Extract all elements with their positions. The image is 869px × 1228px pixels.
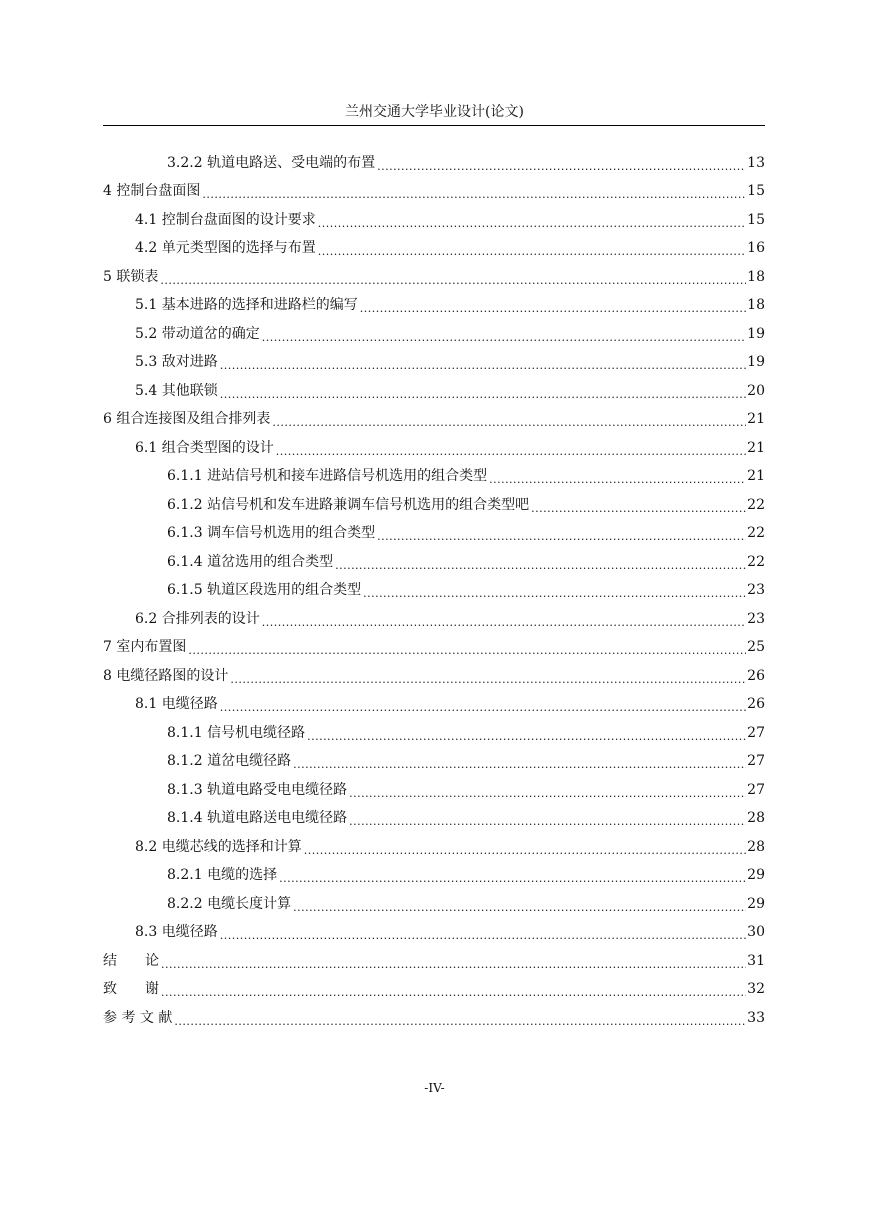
toc-entry-title: 6.1.2 站信号机和发车进路兼调车信号机选用的组合类型吧 xyxy=(167,496,530,513)
toc-entry-page: 19 xyxy=(747,325,765,342)
toc-entry[interactable] xyxy=(103,915,765,944)
toc-entry-title: 4.1 控制台盘面图的设计要求 xyxy=(135,211,316,228)
toc-entry[interactable] xyxy=(103,658,765,687)
toc-entry[interactable] xyxy=(103,772,765,801)
toc-entry[interactable] xyxy=(103,402,765,431)
toc-entry[interactable] xyxy=(103,516,765,545)
toc-entry[interactable] xyxy=(103,1000,765,1029)
toc-entry[interactable] xyxy=(103,145,765,174)
toc-dot-leader xyxy=(304,840,746,858)
toc-entry-title: 6.1.4 道岔选用的组合类型 xyxy=(167,553,334,570)
toc-entry[interactable] xyxy=(103,972,765,1001)
toc-entry-title: 6.2 合排列表的设计 xyxy=(135,610,260,627)
toc-entry-title: 8.1 电缆径路 xyxy=(135,696,218,712)
toc-entry-page: 26 xyxy=(747,696,765,712)
toc-entry-page: 13 xyxy=(747,154,765,171)
toc-entry-page: 16 xyxy=(747,240,765,256)
toc-entry-page: 22 xyxy=(747,525,765,541)
toc-entry[interactable] xyxy=(103,943,765,972)
toc-dot-leader xyxy=(188,640,746,658)
toc-dot-leader xyxy=(335,555,746,573)
toc-dot-leader xyxy=(262,612,746,630)
toc-entry[interactable] xyxy=(103,801,765,830)
toc-entry-title: 5.3 敌对进路 xyxy=(135,354,218,370)
toc-dot-leader xyxy=(161,982,746,1000)
toc-dot-leader xyxy=(360,298,746,316)
toc-entry-page: 21 xyxy=(747,439,765,456)
toc-entry[interactable] xyxy=(103,288,765,317)
toc-entry-title: 结 论 xyxy=(103,952,159,969)
toc-entry-title: 5 联锁表 xyxy=(103,268,159,285)
toc-entry-page: 26 xyxy=(747,667,765,684)
toc-entry-title: 8.3 电缆径路 xyxy=(135,924,218,940)
toc-entry[interactable] xyxy=(103,231,765,260)
toc-entry[interactable] xyxy=(103,174,765,203)
toc-entry[interactable] xyxy=(103,259,765,288)
toc-entry-title: 8.1.3 轨道电路受电电缆径路 xyxy=(167,781,348,798)
toc-entry-title: 6.1 组合类型图的设计 xyxy=(135,439,274,456)
toc-dot-leader xyxy=(489,469,746,487)
toc-entry[interactable] xyxy=(103,202,765,231)
page-header-title: 兰州交通大学毕业设计(论文) xyxy=(345,104,524,120)
toc-dot-leader xyxy=(531,498,746,516)
toc-entry-title: 4.2 单元类型图的选择与布置 xyxy=(135,240,316,256)
toc-entry-title: 7 室内布置图 xyxy=(103,639,187,655)
toc-entry-page: 27 xyxy=(747,724,765,741)
toc-dot-leader xyxy=(318,241,746,259)
toc-entry-page: 28 xyxy=(747,838,765,855)
toc-entry[interactable] xyxy=(103,829,765,858)
toc-entry-page: 22 xyxy=(747,553,765,570)
toc-entry-title: 8.2.1 电缆的选择 xyxy=(167,867,278,883)
toc-dot-leader xyxy=(377,156,746,174)
toc-entry-title: 参 考 文 献 xyxy=(103,1009,173,1026)
toc-entry-title: 6 组合连接图及组合排列表 xyxy=(103,411,271,427)
toc-dot-leader xyxy=(377,526,746,544)
toc-dot-leader xyxy=(220,697,746,715)
toc-entry-page: 25 xyxy=(747,639,765,655)
toc-entry-page: 33 xyxy=(747,1009,765,1026)
toc-entry-page: 29 xyxy=(747,867,765,883)
toc-entry-page: 15 xyxy=(747,211,765,228)
toc-dot-leader xyxy=(220,925,746,943)
toc-entry-title: 4 控制台盘面图 xyxy=(103,183,201,199)
toc-entry-title: 8.2.2 电缆长度计算 xyxy=(167,895,292,912)
toc-entry-page: 22 xyxy=(747,496,765,513)
toc-entry[interactable] xyxy=(103,544,765,573)
toc-dot-leader xyxy=(262,327,746,345)
toc-dot-leader xyxy=(318,213,746,231)
toc-entry-title: 8.1.4 轨道电路送电电缆径路 xyxy=(167,810,348,826)
table-of-contents xyxy=(103,145,765,1029)
toc-entry[interactable] xyxy=(103,886,765,915)
toc-entry-title: 6.1.5 轨道区段选用的组合类型 xyxy=(167,582,362,598)
toc-dot-leader xyxy=(160,270,746,288)
page-number: -IV- xyxy=(424,1081,445,1095)
toc-dot-leader xyxy=(349,783,746,801)
toc-entry[interactable] xyxy=(103,687,765,716)
toc-entry-page: 21 xyxy=(747,411,765,427)
toc-entry[interactable] xyxy=(103,858,765,887)
toc-dot-leader xyxy=(293,754,746,772)
toc-entry[interactable] xyxy=(103,744,765,773)
toc-dot-leader xyxy=(276,441,746,459)
toc-entry-page: 28 xyxy=(747,810,765,826)
toc-dot-leader xyxy=(363,583,746,601)
toc-entry[interactable] xyxy=(103,345,765,374)
toc-entry-title: 5.2 带动道岔的确定 xyxy=(135,325,260,342)
toc-entry-title: 6.1.3 调车信号机选用的组合类型 xyxy=(167,525,376,541)
toc-entry-page: 20 xyxy=(747,382,765,399)
toc-dot-leader xyxy=(202,184,746,202)
toc-entry-title: 8.2 电缆芯线的选择和计算 xyxy=(135,838,302,855)
toc-entry-title: 5.1 基本进路的选择和进路栏的编写 xyxy=(135,297,358,313)
toc-entry-page: 27 xyxy=(747,753,765,769)
toc-entry-page: 23 xyxy=(747,582,765,598)
toc-entry-title: 3.2.2 轨道电路送、受电端的布置 xyxy=(167,154,376,171)
toc-entry[interactable] xyxy=(103,430,765,459)
toc-entry[interactable] xyxy=(103,459,765,488)
toc-entry-page: 21 xyxy=(747,468,765,484)
toc-entry-page: 30 xyxy=(747,924,765,940)
toc-entry[interactable] xyxy=(103,373,765,402)
toc-entry[interactable] xyxy=(103,573,765,602)
toc-entry-title: 8.1.2 道岔电缆径路 xyxy=(167,753,292,769)
toc-entry-page: 18 xyxy=(747,297,765,313)
toc-entry-page: 19 xyxy=(747,354,765,370)
toc-dot-leader xyxy=(174,1011,746,1029)
header-divider xyxy=(103,125,765,126)
toc-entry-page: 29 xyxy=(747,895,765,912)
toc-entry-page: 31 xyxy=(747,952,765,969)
toc-entry[interactable] xyxy=(103,487,765,516)
toc-entry-page: 32 xyxy=(747,981,765,997)
toc-entry-title: 8.1.1 信号机电缆径路 xyxy=(167,724,306,741)
toc-entry[interactable] xyxy=(103,630,765,659)
toc-dot-leader xyxy=(293,897,746,915)
toc-entry[interactable] xyxy=(103,601,765,630)
toc-entry-title: 8 电缆径路图的设计 xyxy=(103,667,229,684)
toc-entry-page: 15 xyxy=(747,183,765,199)
toc-entry-title: 致 谢 xyxy=(103,981,159,997)
toc-entry-title: 5.4 其他联锁 xyxy=(135,382,218,399)
toc-dot-leader xyxy=(220,355,746,373)
toc-entry[interactable] xyxy=(103,715,765,744)
toc-dot-leader xyxy=(272,412,746,430)
toc-dot-leader xyxy=(349,811,746,829)
toc-entry[interactable] xyxy=(103,316,765,345)
toc-dot-leader xyxy=(279,868,746,886)
toc-dot-leader xyxy=(307,726,746,744)
toc-dot-leader xyxy=(161,954,746,972)
toc-entry-page: 18 xyxy=(747,268,765,285)
toc-entry-title: 6.1.1 进站信号机和接车进路信号机选用的组合类型 xyxy=(167,468,488,484)
toc-entry-page: 27 xyxy=(747,781,765,798)
toc-entry-page: 23 xyxy=(747,610,765,627)
toc-dot-leader xyxy=(220,384,746,402)
toc-dot-leader xyxy=(230,669,746,687)
